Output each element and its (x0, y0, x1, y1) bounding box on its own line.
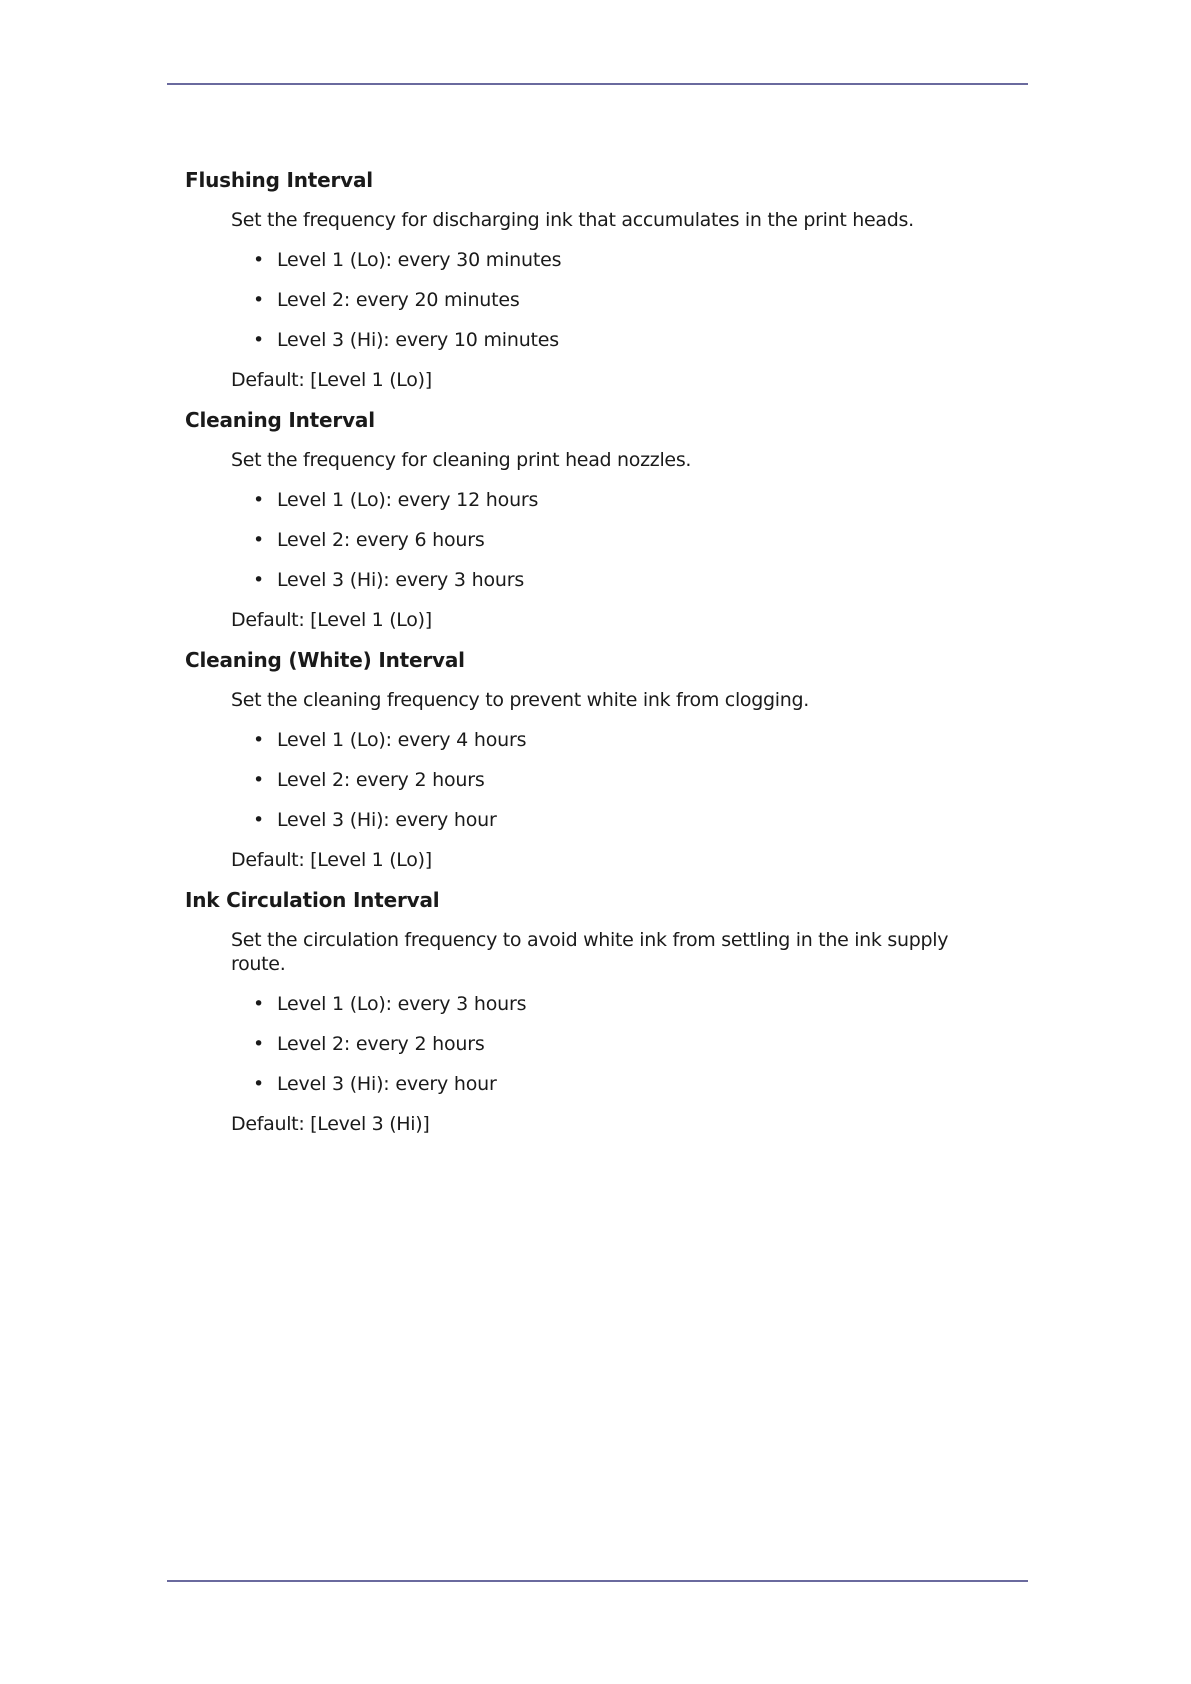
level-text: Level 1 (Lo): every 4 hours (277, 729, 527, 751)
bullet-icon: • (253, 529, 265, 551)
default-value: Default: [Level 1 (Lo)] (231, 609, 432, 631)
level-list (185, 488, 1005, 592)
section-description: Set the circulation frequency to avoid white ink from settling in the ink supply route. (231, 929, 949, 975)
level-list (185, 728, 1005, 832)
list-item (253, 728, 1005, 752)
section-flushing-interval (185, 168, 1005, 392)
list-item (253, 1072, 1005, 1096)
level-text: Level 3 (Hi): every 10 minutes (277, 329, 559, 351)
level-text: Level 2: every 6 hours (277, 529, 485, 551)
level-text: Level 1 (Lo): every 12 hours (277, 489, 539, 511)
document-body (185, 168, 1005, 1152)
section-title: Ink Circulation Interval (185, 888, 440, 912)
section-title: Flushing Interval (185, 168, 373, 192)
level-text: Level 2: every 20 minutes (277, 289, 520, 311)
section-title: Cleaning Interval (185, 408, 375, 432)
bullet-icon: • (253, 329, 265, 351)
list-item (253, 1032, 1005, 1056)
section-ink-circulation-interval (185, 888, 1005, 1136)
bullet-icon: • (253, 249, 265, 271)
bullet-icon: • (253, 729, 265, 751)
level-text: Level 1 (Lo): every 3 hours (277, 993, 527, 1015)
bullet-icon: • (253, 489, 265, 511)
list-item (253, 288, 1005, 312)
level-text: Level 3 (Hi): every hour (277, 1073, 497, 1095)
bullet-icon: • (253, 809, 265, 831)
section-cleaning-interval (185, 408, 1005, 632)
level-text: Level 3 (Hi): every 3 hours (277, 569, 525, 591)
bullet-icon: • (253, 1073, 265, 1095)
level-list (185, 248, 1005, 352)
bullet-icon: • (253, 993, 265, 1015)
list-item (253, 248, 1005, 272)
default-value: Default: [Level 3 (Hi)] (231, 1113, 430, 1135)
section-description: Set the frequency for cleaning print head nozzles. (231, 449, 692, 471)
list-item (253, 768, 1005, 792)
list-item (253, 488, 1005, 512)
level-text: Level 2: every 2 hours (277, 769, 485, 791)
list-item (253, 528, 1005, 552)
bullet-icon: • (253, 769, 265, 791)
level-text: Level 2: every 2 hours (277, 1033, 485, 1055)
footer-rule (167, 1580, 1028, 1582)
default-value: Default: [Level 1 (Lo)] (231, 369, 432, 391)
level-text: Level 1 (Lo): every 30 minutes (277, 249, 562, 271)
bullet-icon: • (253, 289, 265, 311)
header-rule (167, 83, 1028, 85)
section-cleaning-white-interval (185, 648, 1005, 872)
list-item (253, 568, 1005, 592)
level-list (185, 992, 1005, 1096)
bullet-icon: • (253, 569, 265, 591)
section-title: Cleaning (White) Interval (185, 648, 465, 672)
list-item (253, 328, 1005, 352)
default-value: Default: [Level 1 (Lo)] (231, 849, 432, 871)
section-description: Set the cleaning frequency to prevent white ink from clogging. (231, 689, 809, 711)
section-description: Set the frequency for discharging ink that accumulates in the print heads. (231, 209, 914, 231)
list-item (253, 808, 1005, 832)
list-item (253, 992, 1005, 1016)
bullet-icon: • (253, 1033, 265, 1055)
level-text: Level 3 (Hi): every hour (277, 809, 497, 831)
